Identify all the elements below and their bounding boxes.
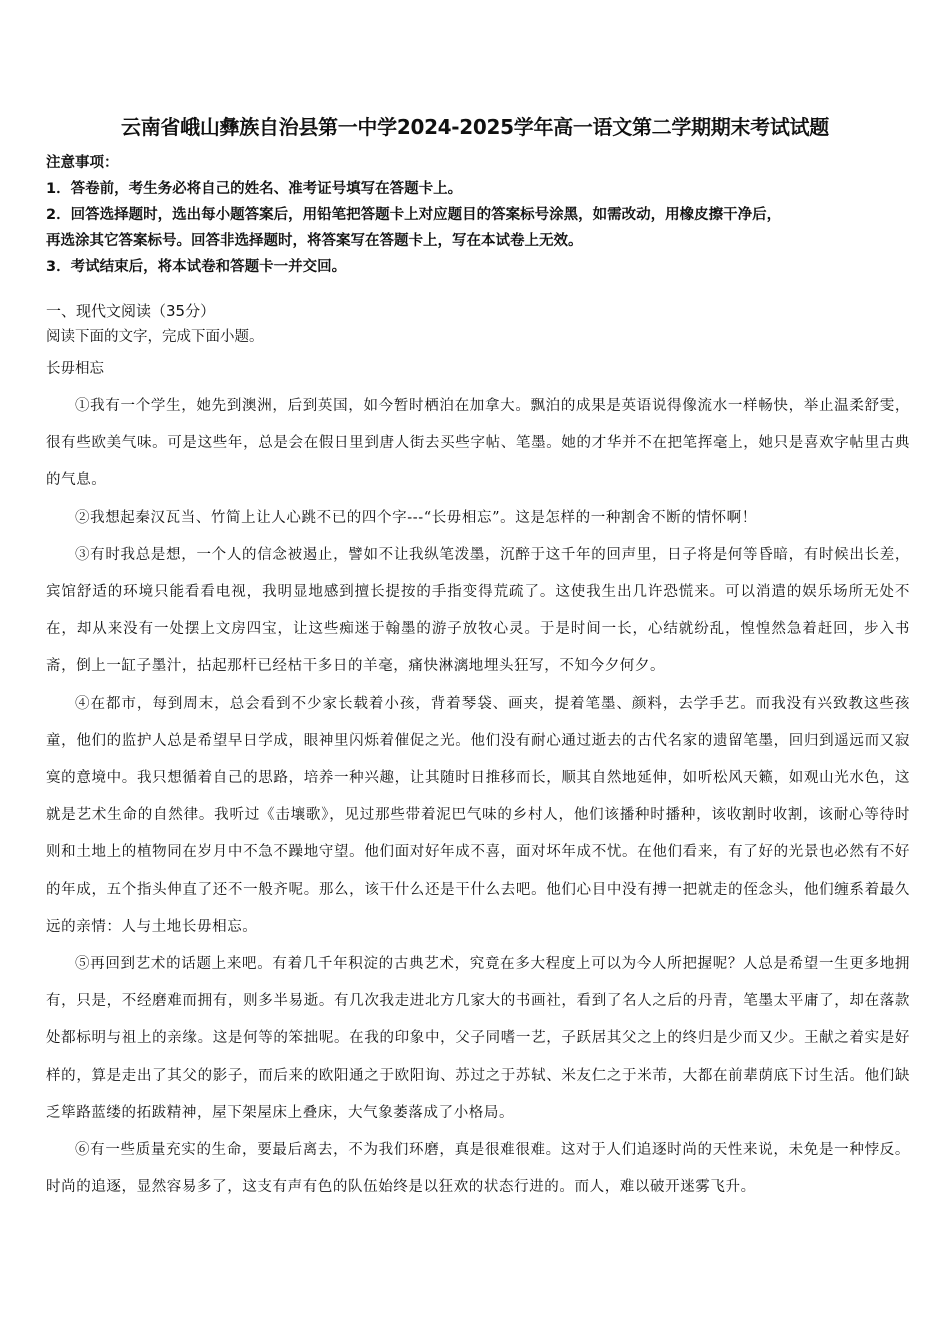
article-paragraph: ①我有一个学生，她先到澳洲，后到英国，如今暂时栖泊在加拿大。飘泊的成果是英语说得像流水一样畅快，举止温柔舒雯，很有些欧美气味。可是这些年，总是会在假日里到唐人街去买些字帖、笔墨。她的才华并不在把笔挥毫上，她只是喜欢字帖里古典的气息。 (46, 398, 910, 489)
article-body (46, 388, 910, 1206)
article-title: 长毋相忘 (46, 361, 104, 377)
exam-title: 云南省峨山彝族自治县第一中学2024-2025学年高一语文第二学期期末考试试题 (121, 115, 829, 139)
article-paragraph: ④在都市，每到周末，总会看到不少家长载着小孩，背着琴袋、画夹，提着笔墨、颜料，去学手艺。而我没有兴致教这些孩童，他们的监护人总是希望早日学成，眼神里闪烁着催促之光。他们没有耐心通过逝去的古代名家的遗留笔墨，回归到遥远而又寂寞的意境中。我只想循着自己的思路，培养一种兴趣，让其随时日推移而长，顺其自然地延伸，如听松风天籁，如观山光水色，这就是艺术生命的自然律。我听过《击壤歌》，见过那些带着泥巴气味的乡村人，他们该播种时播种，该收割时收割，该耐心等待时则和土地上的植物同在岁月中不急不躁地守望。他们面对好年成不喜，面对坏年成不忧。在他们看来，有了好的光景也必然有不好的年成，五个指头伸直了还不一般齐呢。那么，该干什么还是干什么去吧。他们心目中没有搏一把就走的侄念头，他们缠系着最久远的亲情：人与土地长毋相忘。 (46, 695, 910, 935)
notice-item: 1．答卷前，考生务必将自己的姓名、准考证号填写在答题卡上。 (46, 181, 463, 197)
notice-item: 再选涂其它答案标号。回答非选择题时，将答案写在答题卡上，写在本试卷上无效。 (46, 233, 583, 249)
notice-item: 2．回答选择题时，选出每小题答案后，用铅笔把答题卡上对应题目的答案标号涂黑，如需改动，用橡皮擦干净后， (46, 207, 782, 223)
notice-heading: 注意事项： (46, 155, 119, 171)
section-heading: 一、现代文阅读（35分） (46, 302, 216, 320)
article-paragraph: ⑤再回到艺术的话题上来吧。有着几千年积淀的古典艺术，究竟在多大程度上可以为今人所把握呢？人总是希望一生更多地拥有，只是，不经磨难而拥有，则多半易逝。有几次我走进北方几家大的书画社，看到了名人之后的丹青，笔墨太平庸了，却在落款处都标明与祖上的亲缘。这是何等的笨拙呢。在我的印象中，父子同嗜一艺，子跃居其父之上的终归是少而又少。王献之着实是好样的，算是走出了其父的影子，而后来的欧阳通之于欧阳询、苏过之于苏轼、米友仁之于米芾，大都在前辈荫底下讨生活。他们缺乏筚路蓝缕的拓跋精神，屋下架屋床上叠床，大气象萎落成了小格局。 (46, 956, 910, 1121)
article-paragraph: ⑥有一些质量充实的生命，要最后离去，不为我们环磨，真是很难很难。这对于人们追逐时尚的天性来说，未免是一种悖反。时尚的追逐，显然容易多了，这支有声有色的队伍始终是以狂欢的状态行进的。而人，难以破开迷雾飞升。 (46, 1142, 910, 1196)
article-paragraph: ②我想起秦汉瓦当、竹简上让人心跳不已的四个字---“长毋相忘”。这是怎样的一种割舍不断的情怀啊！ (75, 509, 757, 526)
notice-item: 3．考试结束后，将本试卷和答题卡一并交回。 (46, 259, 347, 275)
notice-block (46, 150, 916, 280)
article-paragraph: ③有时我总是想，一个人的信念被遏止，譬如不让我纵笔泼墨，沉醉于这千年的回声里，日子将是何等昏暗，有时候出长差，宾馆舒适的环境只能看看电视，我明显地感到擅长提按的手指变得荒疏了。这使我生出几许恐慌来。可以消遣的娱乐场所无处不在，却从来没有一处摆上文房四宝，让这些痴迷于翰墨的游子放牧心灵。于是时间一长，心结就纷乱，惶惶然急着赶回，步入书斋，倒上一缸子墨汁，拈起那杆已经枯干多日的羊毫，痛快淋漓地埋头狂写，不知今夕何夕。 (46, 546, 910, 675)
section-instruction: 阅读下面的文字，完成下面小题。 (46, 329, 264, 345)
